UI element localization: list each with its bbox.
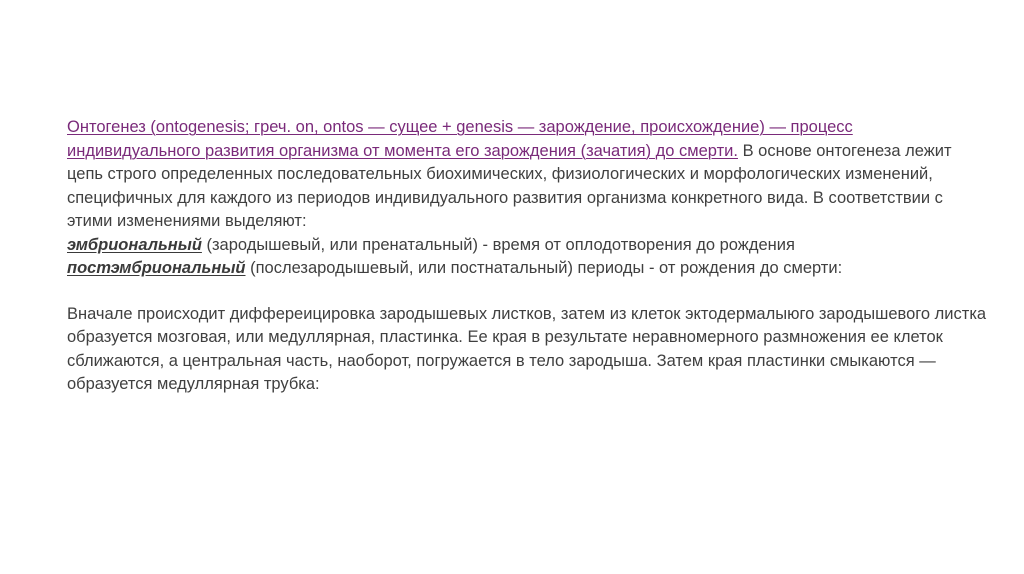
ontogenesis-body: В основе онтогенеза лежит цепь строго определенных последовательных биохимических, физиологических и морфологических изменений, специфичных для каждого из периодов индивидуального развития организма конкретного вида. В соответствии с этими изменениями выделяют: (67, 141, 952, 230)
term-embryonic: эмбриональный (67, 235, 202, 254)
term-postembryonic: постэмбриональный (67, 259, 246, 277)
ontogenesis-definition: Онтогенез (ontogenesis; греч. on, ontos — сущее + genesis — зарождение, происхождение) — процесс индивидуального развития организма от момента его зарождения (зачатия) до смерти. (67, 118, 853, 160)
term-embryonic-description: (зародышевый, или пренатальный) - время от оплодотворения до рождения (201, 235, 795, 254)
paragraph-spacer (67, 281, 987, 303)
term-postembryonic-description: (послезародышевый, или постнатальный) периоды - от рождения до смерти: (245, 259, 843, 277)
neural-tube-paragraph: Вначале происходит диффереицировка зародышевых листков, затем из клеток эктодермалыюго зародышевого листка образуется мозговая, или медуллярная, пластинка. Ее края в результате неравномерного размножения ее клеток сближаются, а центральная часть, наоборот, погружается в тело зародыша. Затем края пластинки смыкаются — образуется медуллярная трубка: (67, 304, 987, 393)
ontogenesis-paragraph (67, 116, 987, 281)
slide-content (67, 116, 987, 397)
